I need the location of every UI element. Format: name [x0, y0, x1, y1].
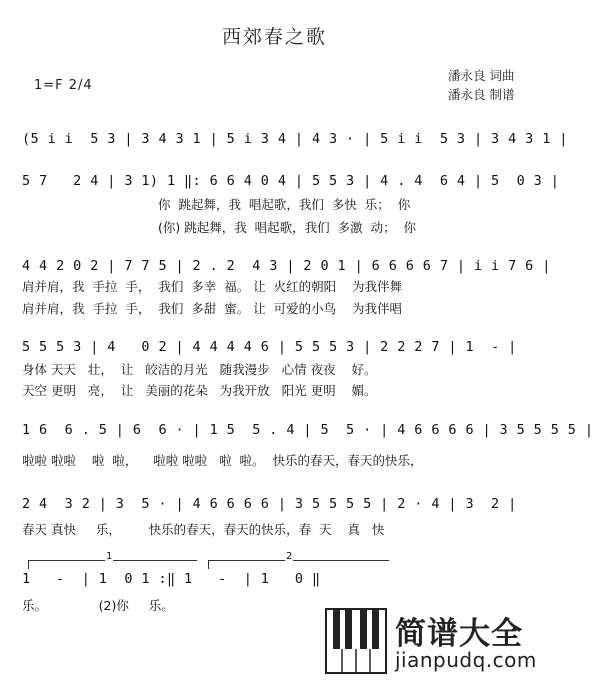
- notation-line-2: 5 7 2 4 | 3 1) 1 ‖: 6 6 4 0 4 | 5 5 3 | 4 . 4 6 4 | 5 0 3 |: [22, 173, 560, 189]
- lyric-line-3-verse-2: 肩并肩，我 手拉 手， 我们 多甜 蜜。 让 可爱的小鸟 为我伴唱: [22, 301, 403, 316]
- notation-line-3: 4 4 2 0 2 | 7 7 5 | 2 . 2 4 3 | 2 0 1 | 6 6 6 6 7 | i i 7 6 |: [22, 258, 551, 274]
- lyric-line-4-verse-2: 天空 更明 亮， 让 美丽的花朵 为我开放 阳光 更明 媚。: [22, 383, 377, 398]
- lyric-line-5: 啦啦 啦啦 啦 啦， 啦啦 啦啦 啦 啦。 快乐的春天，春天的快乐，: [22, 453, 423, 468]
- volta-second-number: 2: [286, 551, 293, 562]
- piano-keys-icon: [325, 608, 387, 674]
- lyric-line-2-verse-1: 你 跳起舞，我 唱起歌，我们 多快 乐； 你: [158, 197, 411, 212]
- lyric-line-7: 乐。 (2)你 乐。: [22, 598, 174, 613]
- credit-lyrics-music: 潘永良 词曲: [448, 68, 515, 83]
- lyric-line-2-verse-2: (你) 跳起舞，我 唱起歌，我们 多激 动； 你: [158, 220, 417, 235]
- notation-line-5: 1 6 6 . 5 | 6 6 · | 1 5 5 . 4 | 5 5 · | 4 6 6 6 6 | 3 5 5 5 5 |: [22, 422, 593, 438]
- credit-arranger: 潘永良 制谱: [448, 87, 515, 102]
- site-logo: [325, 608, 545, 676]
- notation-line-7: 1 - | 1 0 1 :‖ 1 - | 1 0 ‖: [22, 571, 321, 587]
- lyric-line-4-verse-1: 身体 天天 壮， 让 皎洁的月光 随我漫步 心情 夜夜 好。: [22, 362, 377, 377]
- logo-name: 简谱大全: [395, 616, 523, 652]
- lyric-line-6: 春天 真快 乐， 快乐的春天，春天的快乐，春 天 真 快: [22, 522, 385, 537]
- key-signature: 1=F 2/4: [34, 78, 93, 93]
- notation-line-1: (5 i i 5 3 | 3 4 3 1 | 5 i 3 4 | 4 3 · | 5 i i 5 3 | 3 4 3 1 |: [22, 131, 568, 147]
- notation-line-4: 5 5 5 3 | 4 0 2 | 4 4 4 4 6 | 5 5 5 3 | 2 2 2 7 | 1 - |: [22, 339, 517, 355]
- lyric-line-3-verse-1: 肩并肩，我 手拉 手， 我们 多幸 福。 让 火红的朝阳 为我伴舞: [22, 279, 403, 294]
- notation-line-6: 2 4 3 2 | 3 5 · | 4 6 6 6 6 | 3 5 5 5 5 | 2 · 4 | 3 2 |: [22, 496, 517, 512]
- logo-url: jianpudq.com: [395, 648, 537, 672]
- volta-first-ending: [28, 551, 197, 569]
- volta-second-ending: [208, 551, 389, 569]
- page-title: 西郊春之歌: [221, 26, 327, 48]
- volta-first-number: 1: [106, 551, 113, 562]
